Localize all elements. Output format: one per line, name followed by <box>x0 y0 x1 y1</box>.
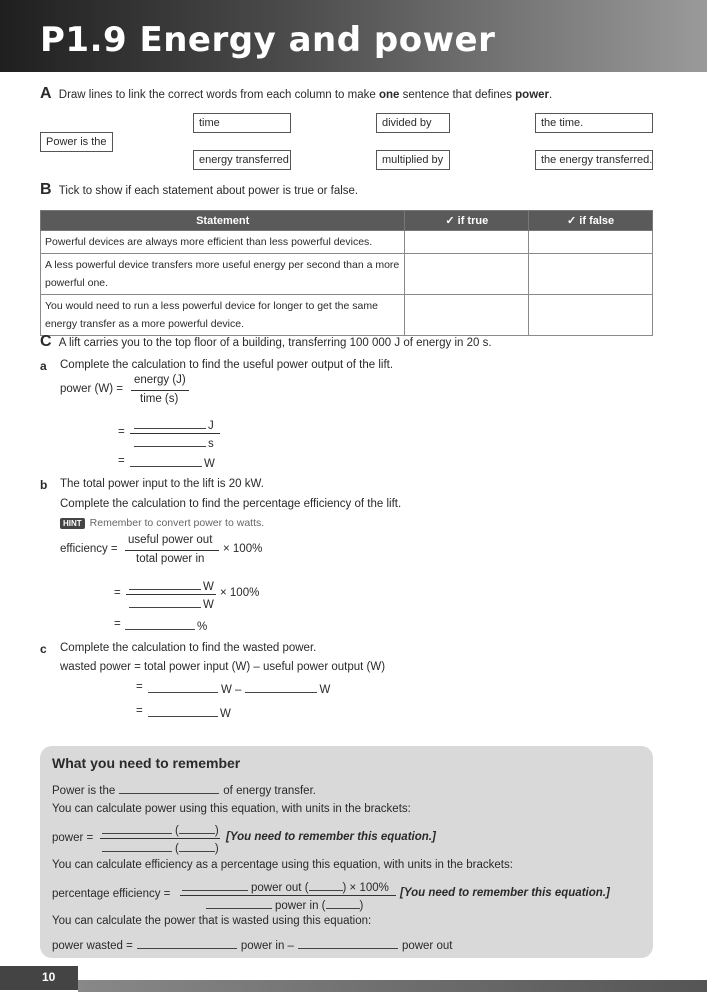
remember-note: [You need to remember this equation.] <box>400 887 610 899</box>
text: power wasted = <box>52 940 133 952</box>
instruction-bold: one <box>378 89 400 101</box>
paren: ) <box>214 843 219 855</box>
table-header: Statement <box>41 211 405 231</box>
true-tick-cell[interactable] <box>405 295 529 336</box>
page-title: P1.9 Energy and power <box>40 20 496 60</box>
table-row <box>41 295 653 336</box>
fraction-line <box>100 838 220 839</box>
instruction-text: Tick to show if each statement about power is true or false. <box>58 185 359 197</box>
question-b-text1: The total power input to the lift is 20 kW. <box>60 478 264 490</box>
true-tick-cell[interactable] <box>405 231 529 254</box>
footer-tab <box>0 966 78 990</box>
text: ) × 100% <box>342 882 389 894</box>
false-tick-cell[interactable] <box>529 254 653 295</box>
fraction-line <box>131 390 189 391</box>
wasted-eq <box>52 937 452 952</box>
paren: ( <box>175 825 179 837</box>
total-power-denominator: total power in <box>136 553 205 565</box>
word-box-the-time[interactable]: the time. <box>535 113 653 133</box>
fraction-line <box>130 433 220 434</box>
unit-label: W <box>203 581 214 593</box>
unit-label: J <box>208 420 214 432</box>
text: power in ( <box>275 900 326 912</box>
question-b-text2: Complete the calculation to find the percentage efficiency of the lift. <box>60 498 402 510</box>
statement-cell: A less powerful device transfers more useful energy per second than a more powerful one. <box>41 254 405 295</box>
question-b-letter: b <box>40 478 48 492</box>
efficiency-formula-lhs: efficiency = <box>60 543 118 555</box>
answer-blank-power[interactable] <box>130 455 215 470</box>
unit-label: W <box>204 458 215 470</box>
unit-label: s <box>208 438 214 450</box>
unit-label: W <box>220 708 231 720</box>
text: power out ( <box>251 882 309 894</box>
equals-sign: = <box>118 426 125 438</box>
true-tick-cell[interactable] <box>405 254 529 295</box>
section-a-instruction <box>40 85 552 103</box>
times-100-percent: × 100% <box>223 543 263 555</box>
efficiency-eq-denominator[interactable] <box>206 897 363 912</box>
hint-line <box>60 517 264 529</box>
answer-blank-denominator[interactable] <box>134 435 214 450</box>
unit-label: % <box>197 621 208 633</box>
intro-text: A lift carries you to the top floor of a building, transferring 100 000 J of energy in 20 s. <box>58 337 492 349</box>
paren: ( <box>175 843 179 855</box>
section-c-intro <box>40 333 492 351</box>
remember-title: What you need to remember <box>52 755 241 771</box>
blank[interactable] <box>298 937 398 949</box>
statement-cell: You would need to run a less powerful device for longer to get the same energy transfer as a more powerful device. <box>41 295 405 336</box>
section-a-letter: A <box>40 85 52 102</box>
times-100-percent: × 100% <box>220 587 260 599</box>
blank[interactable] <box>137 937 237 949</box>
hint-badge: HINT <box>60 518 85 529</box>
hint-text: Remember to convert power to watts. <box>89 517 265 529</box>
footer-bar <box>78 980 707 992</box>
power-eq-lhs: power = <box>52 832 94 844</box>
efficiency-eq-numerator[interactable] <box>182 879 389 894</box>
false-tick-cell[interactable] <box>529 231 653 254</box>
remember-note: [You need to remember this equation.] <box>226 831 436 843</box>
remember-line-1 <box>52 782 316 797</box>
answer-blank-wasted[interactable] <box>148 705 231 720</box>
fraction-line <box>126 594 216 595</box>
word-box-time[interactable]: time <box>193 113 291 133</box>
power-formula-lhs: power (W) = <box>60 383 123 395</box>
paren: ) <box>214 825 219 837</box>
text: power in – <box>240 940 294 952</box>
time-denominator: time (s) <box>140 393 179 405</box>
question-c-letter: c <box>40 642 47 656</box>
table-header: ✓ if true <box>405 211 529 231</box>
word-box-divided-by[interactable]: divided by <box>376 113 450 133</box>
fraction-line <box>180 895 396 896</box>
unit-label: W <box>203 599 214 611</box>
word-box-energy-transferred[interactable]: energy transferred <box>193 150 291 170</box>
efficiency-eq-lhs: percentage efficiency = <box>52 888 171 900</box>
table-header: ✓ if false <box>529 211 653 231</box>
blank[interactable] <box>119 782 219 794</box>
question-c-text: Complete the calculation to find the wasted power. <box>60 642 317 654</box>
page-header <box>0 0 707 72</box>
table-row <box>41 231 653 254</box>
table-header-row <box>41 211 653 231</box>
instruction-bold: power <box>515 89 550 101</box>
page-footer <box>0 966 707 1000</box>
power-eq-denominator[interactable] <box>102 840 219 855</box>
remember-line-2: You can calculate power using this equation, with units in the brackets: <box>52 803 411 815</box>
equals-sign: = <box>118 455 125 467</box>
answer-blank-total[interactable] <box>129 596 214 611</box>
text: Power is the <box>52 785 116 797</box>
power-eq-numerator[interactable] <box>102 822 219 837</box>
section-c-letter: C <box>40 333 52 350</box>
answer-blank-efficiency[interactable] <box>125 618 207 633</box>
wasted-power-formula: wasted power = total power input (W) – useful power output (W) <box>60 661 386 673</box>
table-row <box>41 254 653 295</box>
remember-box <box>40 746 653 958</box>
answer-blank-total-input[interactable] <box>148 681 330 696</box>
word-box-power-is-the[interactable]: Power is the <box>40 132 113 152</box>
answer-blank-useful[interactable] <box>129 578 214 593</box>
word-box-the-energy-transferred[interactable]: the energy transferred. <box>535 150 653 170</box>
instruction-text: . <box>549 89 553 101</box>
equals-sign: = <box>114 618 121 630</box>
equals-sign: = <box>114 587 121 599</box>
remember-line-4: You can calculate the power that is wasted using this equation: <box>52 915 372 927</box>
word-box-multiplied-by[interactable]: multiplied by <box>376 150 450 170</box>
section-b-instruction <box>40 181 358 199</box>
operator-label: W – <box>221 684 242 696</box>
instruction-text: Draw lines to link the correct words from each column to make <box>58 89 379 101</box>
unit-label: W <box>319 684 331 696</box>
text: power out <box>401 940 453 952</box>
answer-blank-numerator[interactable] <box>134 417 214 432</box>
text: ) <box>359 900 364 912</box>
statement-cell: Powerful devices are always more efficient than less powerful devices. <box>41 231 405 254</box>
fraction-line <box>125 550 219 551</box>
energy-numerator: energy (J) <box>134 374 186 386</box>
useful-power-numerator: useful power out <box>128 534 213 546</box>
text: of energy transfer. <box>223 785 316 797</box>
equals-sign: = <box>136 681 143 693</box>
section-b-letter: B <box>40 181 52 198</box>
instruction-text: sentence that defines <box>399 89 516 101</box>
equals-sign: = <box>136 705 143 717</box>
question-a-text: Complete the calculation to find the useful power output of the lift. <box>60 359 394 371</box>
false-tick-cell[interactable] <box>529 295 653 336</box>
page-number: 10 <box>42 970 56 984</box>
remember-line-3: You can calculate efficiency as a percentage using this equation, with units in the brackets: <box>52 859 513 871</box>
question-a-letter: a <box>40 359 47 373</box>
statement-table <box>40 210 653 336</box>
